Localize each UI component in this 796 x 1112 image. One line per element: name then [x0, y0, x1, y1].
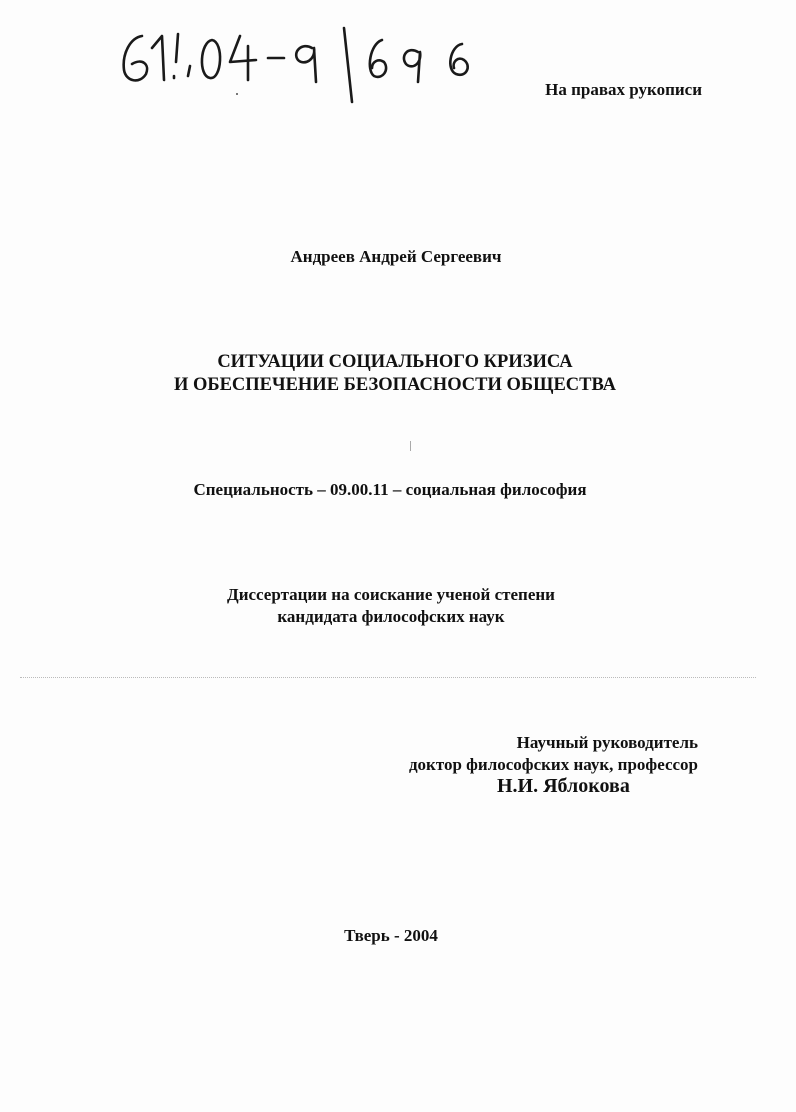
- specialty-line: Специальность – 09.00.11 – социальная философия: [193, 480, 587, 499]
- scan-artifact-line: [20, 677, 756, 679]
- scan-speck: [236, 93, 238, 95]
- scan-speck: [410, 441, 411, 451]
- degree-statement: [0, 584, 796, 628]
- handwritten-archive-code: [112, 18, 512, 108]
- dissertation-title: [0, 351, 796, 397]
- title-line-1: СИТУАЦИИ СОЦИАЛЬНОГО КРИЗИСА: [217, 352, 573, 372]
- degree-line-2: кандидата философских наук: [277, 607, 505, 626]
- advisor-name: Н.И. Яблокова: [497, 775, 630, 797]
- advisor-credentials: доктор философских наук, профессор: [408, 755, 698, 774]
- handwritten-code-drawing: [112, 18, 512, 108]
- title-line-2: И ОБЕСПЕЧЕНИЕ БЕЗОПАСНОСТИ ОБЩЕСТВА: [173, 375, 617, 395]
- author-name: Андреев Андрей Сергеевич: [290, 247, 502, 266]
- rights-note: На правах рукописи: [545, 80, 702, 99]
- advisor-role: Научный руководитель: [516, 733, 698, 752]
- degree-line-1: Диссертации на соискание ученой степени: [227, 585, 555, 604]
- city-year: Тверь - 2004: [344, 926, 438, 945]
- scientific-advisor-block: [409, 732, 698, 776]
